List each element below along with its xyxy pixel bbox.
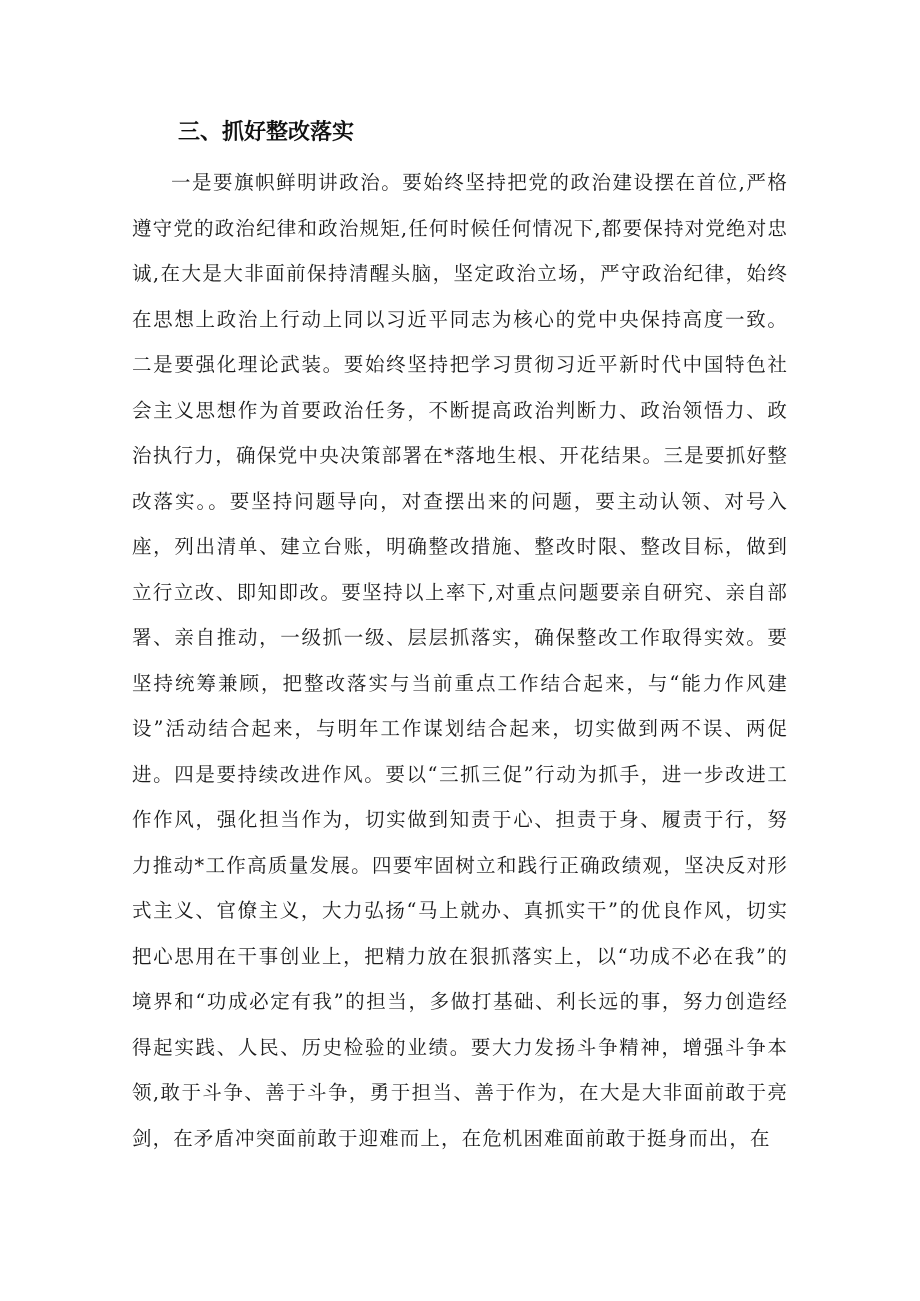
- body-paragraph: 一是要旗帜鲜明讲政治。要始终坚持把党的政治建设摆在首位,严格遵守党的政治纪律和政治规矩,任何时候任何情况下,都要保持对党绝对忠诚,在大是大非面前保持清醒头脑，坚定政治立场，严守政治纪律，始终在思想上政治上行动上同以习近平同志为核心的党中央保持高度一致。二是要强化理论武装。要始终坚持把学习贯彻习近平新时代中国特色社会主义思想作为首要政治任务，不断提高政治判断力、政治领悟力、政治执行力，确保党中央决策部署在*落地生根、开花结果。三是要抓好整改落实。。要坚持问题导向，对查摆出来的问题，要主动认领、对号入座，列出清单、建立台账，明确整改措施、整改时限、整改目标，做到立行立改、即知即改。要坚持以上率下,对重点问题要亲自研究、亲自部署、亲自推动，一级抓一级、层层抓落实，确保整改工作取得实效。要坚持统筹兼顾，把整改落实与当前重点工作结合起来，与“能力作风建设”活动结合起来，与明年工作谋划结合起来，切实做到两不误、两促进。四是要持续改进作风。要以“三抓三促”行动为抓手，进一步改进工作作风，强化担当作为，切实做到知责于心、担责于身、履责于行，努力推动*工作高质量发展。四要牢固树立和践行正确政绩观，坚决反对形式主义、官僚主义，大力弘扬“马上就办、真抓实干”的优良作风，切实把心思用在干事创业上，把精力放在狠抓落实上，以“功成不必在我”的境界和“功成必定有我”的担当，多做打基础、利长远的事，努力创造经得起实践、人民、历史检验的业绩。要大力发扬斗争精神，增强斗争本领,敢于斗争、善于斗争，勇于担当、善于作为，在大是大非面前敢于亮剑，在矛盾冲突面前敢于迎难而上，在危机困难面前敢于挺身而出，在: [132, 171, 788, 1150]
- section-heading: 三、抓好整改落实: [178, 120, 355, 145]
